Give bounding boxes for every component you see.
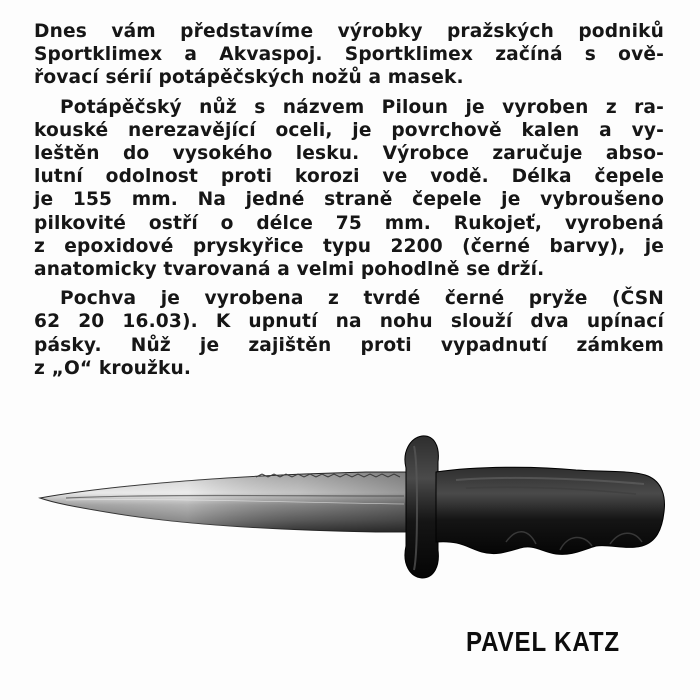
text-line: je 155 mm. Na jedné straně čepele je vybroušeno [34,189,664,211]
text-line: leštěn do vysokého lesku. Výrobce zaručuje abso- [34,143,664,165]
author-byline: PAVEL KATZ [466,626,620,657]
text-line: Potápěčský nůž s názvem Piloun je vyroben z ra- [60,96,664,118]
article-body [34,20,664,386]
text-line: kouské nerezavějící oceli, je povrchově kalen a vy- [34,119,664,141]
text-line: řovací sérií potápěčských nožů a masek. [34,67,464,89]
text-line: lutní odolnost proti korozi ve vodě. Délka čepele [34,166,664,188]
text-line: z epoxidové pryskyřice typu 2200 (černé barvy), je [34,235,664,257]
article-paragraph-intro [34,20,664,90]
text-line: 62 20 16.03). K upnutí na nohu slouží dva upínací [34,311,664,333]
text-line: z „O“ kroužku. [34,357,192,379]
text-line: pásky. Nůž je zajištěn proti vypadnutí zámkem [34,334,664,356]
text-line: Sportklimex a Akvaspoj. Sportklimex začíná s ově- [34,44,664,66]
article-paragraph-sheath [34,287,664,380]
diving-knife-illustration [36,432,668,582]
text-line: pilkovité ostří o délce 75 mm. Rukojeť, vyrobená [34,212,664,234]
text-line: Dnes vám představíme výrobky pražských podniků [34,21,664,42]
knife-guard [405,436,438,578]
knife-handle [436,467,664,554]
article-paragraph-knife [34,96,664,282]
text-line: Pochva je vyrobena z tvrdé černé pryže (ČSN [60,288,664,310]
text-line: anatomicky tvarovaná a velmi pohodlně se drží. [34,259,545,281]
